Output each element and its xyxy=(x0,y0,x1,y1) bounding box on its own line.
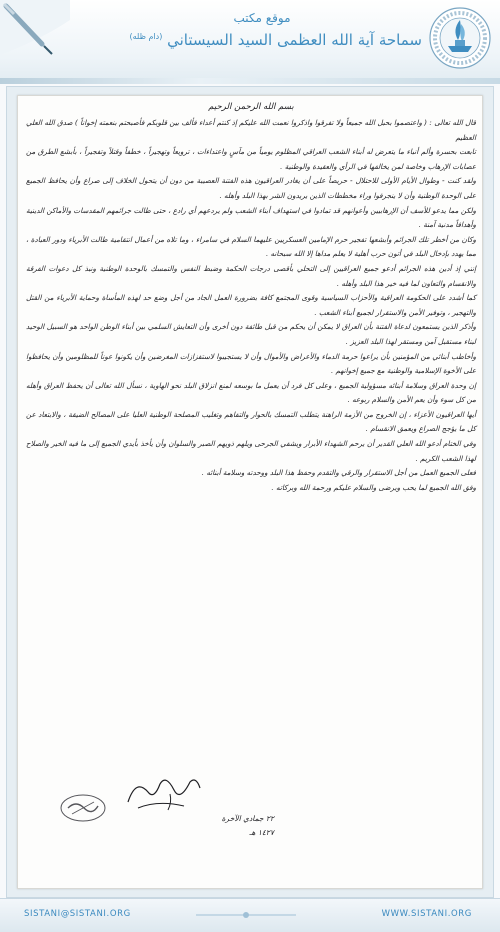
letter-paragraph: ولقد كنت - وطوال الأيام الأولى للاحتلال - حريصاً على أن يغادر العراقيون هذه الفتنة العصيبة من دون أن يتحول الخلاف إلى صراع وأن يحافظ الجميع على الوحدة الوطنية وأن لا ينجرفوا وراء مخططات الذين يريدون الشر بهذا البلد وأهله . xyxy=(26,176,476,200)
header-title-block xyxy=(102,10,422,51)
letter-paragraph: إنني إذ أدين هذه الجرائم أدعو جميع العراقيين إلى التحلي بأقصى درجات الحكمة وضبط النفس والتمسك بالوحدة الوطنية ونبذ كل دعوات الفرقة والانقسام والتعاون لما فيه خير هذا البلد وأهله . xyxy=(26,263,476,288)
letter-frame xyxy=(6,86,494,898)
signature-year-hijri: ١٤٢٧ هـ xyxy=(249,828,274,837)
letter-paragraph: قال الله تعالى : ( واعتصموا بحبل الله جميعاً ولا تفرقوا واذكروا نعمت الله عليكم إذ كنتم أعداء فألف بين قلوبكم فأصبحتم بنعمته إخواناً ) صدق الله العلي العظيم xyxy=(26,118,476,142)
basmala-heading: بسم الله الرحمن الرحيم xyxy=(208,102,294,112)
footer-ornament-icon xyxy=(196,910,296,920)
site-footer xyxy=(0,898,500,932)
letter-paragraph: وفق الله الجميع لما يحب ويرضى والسلام عليكم ورحمة الله وبركاته . xyxy=(271,482,476,492)
letter-paragraph: أيها العراقيون الأعزاء ، إن الخروج من الأزمة الراهنة يتطلب التمسك بالحوار والتفاهم وتغليب المصلحة الوطنية العليا على المصالح الضيقة ، والابتعاد عن كل ما يؤجج الصراع ويعمق الانقسام . xyxy=(26,409,476,434)
letter-paragraph: إن وحدة العراق وسلامة أبنائه مسؤولية الجميع ، وعلى كل فرد أن يعمل ما بوسعه لمنع انزلاق البلد نحو الهاوية ، نسأل الله تعالى أن يحفظ العراق وأهله من كل سوء وأن يعم الأمن والسلام ربوعه . xyxy=(26,380,476,405)
letter-paragraph: وأخاطب أبنائي من المؤمنين بأن يراعوا حرمة الدماء والأعراض والأموال وأن لا يستجيبوا لاستفزازات المغرضين وأن يكونوا عوناً للمظلومين وأن يحافظوا على الأخوة الإسلامية والوطنية مع جميع إخوانهم . xyxy=(26,351,476,376)
sistani-office-logo-icon[interactable] xyxy=(428,6,492,70)
letter-paragraph: وفي الختام أدعو الله العلي القدير أن يرحم الشهداء الأبرار ويشفي الجرحى ويلهم ذويهم الصبر والسلوان وأن يأخذ بأيدي الجميع إلى ما فيه الخير والصلاح لهذا الشعب الكريم . xyxy=(26,439,476,463)
letter-paragraph: وأذكر الذين يستمعون لدعاة الفتنة بأن العراق لا يمكن أن يحكم من قبل طائفة دون أخرى وأن التعايش السلمي بين أبناء الوطن الواحد هو السبيل الوحيد لبناء مستقبل آمن ومستقر لهذا البلد العزيز . xyxy=(26,322,476,346)
letter-paper xyxy=(17,95,483,889)
site-label: موقع مكتب xyxy=(233,11,291,25)
footer-website-link[interactable]: WWW.SISTANI.ORG xyxy=(381,909,472,919)
letter-paragraph: ولكن مما يدعو للأسف أن الإرهابيين وأعوانهم قد تمادوا في استهداف أبناء الشعب ولم يردعهم أي رادع ، حتى طالت جرائمهم المقدسات والأماكن الدينية وأهدافاً مدنية آمنة . xyxy=(26,205,476,230)
signature-block xyxy=(58,772,274,842)
site-header xyxy=(0,0,500,82)
letter-paragraph: فعلى الجميع العمل من أجل الاستقرار والرقي والتقدم وحفظ هذا البلد ووحدته وسلامة أبنائه . xyxy=(201,468,476,478)
fountain-pen-icon xyxy=(0,0,70,60)
signature-date xyxy=(154,812,274,840)
official-seal-icon xyxy=(58,792,108,824)
site-title-honorific: (دام ظله) xyxy=(129,32,163,41)
letter-paragraph: وكان من أخطر تلك الجرائم وأبشعها تفجير حرم الإمامين العسكريين عليهما السلام في سامراء ، وما تلاه من أعمال انتقامية طالت الأبرياء ودور العبادة ، مما يهدد بإدخال البلد في أتون حرب أهلية لا يعلم مداها إلا الله سبحانه . xyxy=(26,234,476,259)
site-title-text: سماحة آية الله العظمى السيد السيستاني xyxy=(167,31,422,49)
footer-email-link[interactable]: SISTANI@SISTANI.ORG xyxy=(24,909,131,919)
letter-body xyxy=(26,100,476,886)
letter-paragraph: كما أشدد على الحكومة العراقية والأحزاب السياسية وقوى المجتمع كافة بضرورة العمل الجاد من أجل وضع حد لهذه المأساة وحماية الأبرياء من القتل والتهجير ، وتوفير الأمن والاستقرار لجميع أبناء الشعب . xyxy=(26,293,476,317)
letter-paragraph: تابعت بحسرة وألم أنباء ما يتعرض له أبناء الشعب العراقي المظلوم يومياً من مآسٍ واعتداءات ، ترويعاً وتهجيراً ، خطفاً وقتلاً وتفجيراً ، بأبشع الطرق من عصابات الإرهاب وخاصة لمن يخالفها في الرأي والعقيدة والوطنية . xyxy=(26,147,476,171)
site-title xyxy=(102,26,422,51)
signature-date-hijri: ٢٢ جمادي الآخرة xyxy=(221,814,274,823)
header-divider xyxy=(0,78,500,84)
